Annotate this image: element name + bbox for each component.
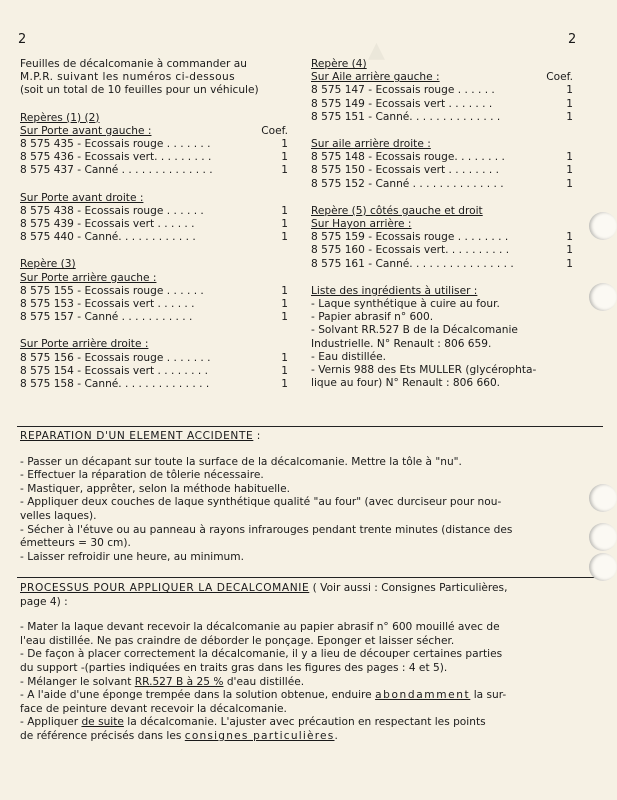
block-porte-arriere-gauche bbox=[20, 258, 288, 324]
reparation-line: - Passer un décapant sur toute la surface de la décalcomanie. Mettre la tôle à "nu". bbox=[20, 455, 462, 468]
part-line bbox=[20, 164, 288, 177]
part-line bbox=[311, 164, 573, 177]
part-text: 8 575 148 - Ecossais rouge. . . . . . . . bbox=[311, 151, 505, 164]
block-aile-arriere-gauche bbox=[311, 58, 573, 124]
part-text: 8 575 156 - Ecossais rouge . . . . . . . bbox=[20, 351, 211, 364]
processus-title: PROCESSUS POUR APPLIQUER LA DECALCOMANIE bbox=[20, 582, 310, 594]
left-column bbox=[20, 58, 288, 405]
part-line bbox=[20, 138, 288, 151]
block-hayon-arriere bbox=[311, 205, 573, 271]
title-suffix: : bbox=[253, 430, 261, 442]
block-heading: Sur Porte arrière gauche : bbox=[20, 271, 157, 284]
block-heading: Sur Porte avant droite : bbox=[20, 191, 144, 204]
underlined-run: RR.527 B à 25 % bbox=[134, 675, 224, 688]
text-run: de référence précisés dans les bbox=[20, 729, 185, 742]
coef-value: 1 bbox=[281, 164, 288, 177]
page-number-left: 2 bbox=[18, 32, 27, 47]
page-number-right: 2 bbox=[568, 32, 577, 47]
ingredient-item: - Solvant RR.527 B de la Décalcomanie bbox=[311, 324, 518, 337]
part-text: 8 575 440 - Canné. . . . . . . . . . . . bbox=[20, 231, 196, 244]
processus-line bbox=[20, 730, 600, 744]
coef-value: 1 bbox=[566, 177, 573, 190]
part-line bbox=[311, 244, 573, 257]
ingredient-item: - Papier abrasif n° 600. bbox=[311, 311, 434, 324]
part-line bbox=[20, 352, 288, 365]
part-text: 8 575 154 - Ecossais vert . . . . . . . . bbox=[20, 364, 209, 377]
part-text: 8 575 157 - Canné . . . . . . . . . . . bbox=[20, 311, 193, 324]
text-run: la sur- bbox=[470, 689, 507, 702]
coef-value: 1 bbox=[566, 97, 573, 110]
part-text: 8 575 437 - Canné . . . . . . . . . . . . . . bbox=[20, 164, 213, 177]
coef-value: 1 bbox=[566, 231, 573, 244]
coef-value: 1 bbox=[281, 204, 288, 217]
punch-hole bbox=[589, 484, 617, 512]
part-line bbox=[20, 218, 288, 231]
coef-header: Coef. bbox=[546, 71, 573, 84]
ingredients-list bbox=[311, 285, 573, 391]
watermark-bleed: ▲ bbox=[368, 38, 385, 63]
coef-value: 1 bbox=[281, 298, 288, 311]
block-porte-arriere-droite bbox=[20, 338, 288, 391]
text-run: . bbox=[334, 729, 338, 742]
intro-line: M.P.R. suivant les numéros ci-dessous bbox=[20, 71, 235, 84]
text-run: d'eau distillée. bbox=[223, 675, 305, 688]
coef-value: 1 bbox=[281, 284, 288, 297]
section-divider bbox=[17, 577, 603, 578]
processus-line: - De façon à placer correctement la décalcomanie, il y a lieu de découper certaines parties bbox=[20, 648, 503, 661]
underlined-run: de suite bbox=[81, 716, 124, 729]
text-run: - A l'aide d'une éponge trempée dans la solution obtenue, enduire bbox=[20, 689, 376, 702]
ingredient-item: Industrielle. N° Renault : 806 659. bbox=[311, 337, 492, 350]
repere-heading: Repère (5) côtés gauche et droit bbox=[311, 204, 483, 217]
part-line bbox=[311, 151, 573, 164]
part-text: 8 575 147 - Ecossais rouge . . . . . . bbox=[311, 84, 495, 97]
coef-value: 1 bbox=[281, 231, 288, 244]
part-line bbox=[20, 285, 288, 298]
part-line bbox=[20, 365, 288, 378]
block-porte-avant-droite bbox=[20, 192, 288, 245]
intro-line: Feuilles de décalcomanie à commander au bbox=[20, 58, 247, 70]
part-text: 8 575 150 - Ecossais vert . . . . . . . . bbox=[311, 164, 500, 177]
part-line bbox=[20, 205, 288, 218]
intro-paragraph bbox=[20, 58, 288, 98]
ingredient-item: lique au four) N° Renault : 806 660. bbox=[311, 377, 501, 390]
part-line bbox=[311, 111, 573, 124]
part-text: 8 575 151 - Canné. . . . . . . . . . . . . . bbox=[311, 110, 501, 123]
coef-value: 1 bbox=[281, 218, 288, 231]
coef-value: 1 bbox=[566, 151, 573, 164]
ingredients-heading: Liste des ingrédients à utiliser : bbox=[311, 284, 478, 297]
reparation-line: velles laques). bbox=[20, 509, 97, 522]
coef-value: 1 bbox=[566, 110, 573, 123]
part-line bbox=[311, 84, 573, 97]
text-run: la décalcomanie. L'ajuster avec précaution en respectant les points bbox=[123, 716, 486, 729]
repere-heading: Repère (3) bbox=[20, 258, 76, 271]
ingredient-item: - Laque synthétique à cuire au four. bbox=[311, 298, 500, 311]
processus-line: du support -(parties indiquées en traits gras dans les figures des pages : 4 et 5). bbox=[20, 661, 448, 674]
processus-line bbox=[20, 689, 600, 703]
block-heading: Sur aile arrière droite : bbox=[311, 138, 431, 151]
coef-value: 1 bbox=[281, 138, 288, 151]
coef-value: 1 bbox=[566, 244, 573, 257]
coef-value: 1 bbox=[281, 311, 288, 324]
coef-value: 1 bbox=[281, 364, 288, 377]
part-text: 8 575 436 - Ecossais vert. . . . . . . . . bbox=[20, 151, 212, 164]
part-text: 8 575 438 - Ecossais rouge . . . . . . bbox=[20, 204, 204, 217]
block-heading: Sur Porte avant gauche : bbox=[20, 124, 152, 137]
block-aile-arriere-droite bbox=[311, 138, 573, 191]
intro-line: (soit un total de 10 feuilles pour un véhicule) bbox=[20, 84, 259, 97]
coef-value: 1 bbox=[566, 164, 573, 177]
title-suffix: ( Voir aussi : Consignes Particulières, bbox=[309, 582, 508, 594]
processus-section bbox=[20, 582, 600, 744]
reparation-line: - Mastiquer, apprêter, selon la méthode habituelle. bbox=[20, 482, 291, 495]
reparation-title: REPARATION D'UN ELEMENT ACCIDENTE bbox=[20, 430, 254, 442]
ingredient-item: - Vernis 988 des Ets MULLER (glycérophta- bbox=[311, 364, 537, 377]
part-text: 8 575 435 - Ecossais rouge . . . . . . . bbox=[20, 138, 211, 151]
part-text: 8 575 155 - Ecossais rouge . . . . . . bbox=[20, 284, 204, 297]
reparation-line: - Sécher à l'étuve ou au panneau à rayons infrarouges pendant trente minutes (distance des bbox=[20, 523, 513, 536]
reparation-line: - Effectuer la réparation de tôlerie nécessaire. bbox=[20, 469, 264, 482]
coef-header: Coef. bbox=[261, 124, 288, 137]
block-porte-avant-gauche bbox=[20, 112, 288, 178]
processus-line: l'eau distillée. Ne pas craindre de déborder le ponçage. Eponger et laisser sécher. bbox=[20, 634, 455, 647]
part-line bbox=[20, 231, 288, 244]
part-text: 8 575 152 - Canné . . . . . . . . . . . . . . bbox=[311, 177, 504, 190]
part-line bbox=[311, 258, 573, 271]
processus-line: - Mater la laque devant recevoir la décalcomanie au papier abrasif n° 600 mouillé avec de bbox=[20, 621, 500, 634]
reparation-line: - Laisser refroidir une heure, au minimum. bbox=[20, 550, 244, 563]
punch-hole bbox=[589, 283, 617, 311]
reperes-heading: Repères (1) (2) bbox=[20, 111, 100, 124]
underlined-run: consignes particulières bbox=[184, 729, 335, 742]
reparation-line: émetteurs = 30 cm). bbox=[20, 537, 131, 550]
coef-value: 1 bbox=[281, 151, 288, 164]
ingredient-item: - Eau distillée. bbox=[311, 350, 387, 363]
punch-hole bbox=[589, 212, 617, 240]
coef-value: 1 bbox=[566, 257, 573, 270]
reparation-title-row bbox=[20, 430, 600, 444]
block-heading: Sur Aile arrière gauche : bbox=[311, 71, 440, 84]
coef-value: 1 bbox=[566, 84, 573, 97]
processus-line: face de peinture devant recevoir la décalcomanie. bbox=[20, 702, 287, 715]
punch-hole bbox=[589, 553, 617, 581]
part-text: 8 575 149 - Ecossais vert . . . . . . . bbox=[311, 97, 493, 110]
part-line bbox=[20, 378, 288, 391]
part-text: 8 575 160 - Ecossais vert. . . . . . . . . . bbox=[311, 244, 510, 257]
processus-line bbox=[20, 676, 600, 690]
repere-heading: Repère (4) bbox=[311, 58, 367, 70]
part-line bbox=[311, 231, 573, 244]
section-divider bbox=[17, 426, 603, 427]
text-run: - Mélanger le solvant bbox=[20, 675, 135, 688]
part-line bbox=[311, 98, 573, 111]
part-text: 8 575 153 - Ecossais vert . . . . . . bbox=[20, 298, 195, 311]
reparation-line: - Appliquer deux couches de laque synthétique qualité "au four" (avec durciseur pour nou- bbox=[20, 496, 502, 509]
right-column bbox=[311, 58, 573, 404]
text-run: - Appliquer bbox=[20, 716, 82, 729]
punch-hole bbox=[589, 523, 617, 551]
part-text: 8 575 159 - Ecossais rouge . . . . . . . . bbox=[311, 231, 509, 244]
reparation-section bbox=[20, 430, 600, 564]
part-text: 8 575 161 - Canné. . . . . . . . . . . . . . . . bbox=[311, 257, 514, 270]
part-line bbox=[311, 178, 573, 191]
block-heading: Sur Hayon arrière : bbox=[311, 218, 412, 231]
part-line bbox=[20, 151, 288, 164]
part-line bbox=[20, 311, 288, 324]
part-line bbox=[20, 298, 288, 311]
block-heading: Sur Porte arrière droite : bbox=[20, 338, 149, 351]
processus-line bbox=[20, 716, 600, 730]
underlined-run: abondamment bbox=[375, 689, 471, 702]
processus-title-line2: page 4) : bbox=[20, 595, 68, 608]
processus-title-row bbox=[20, 582, 600, 596]
coef-value: 1 bbox=[281, 378, 288, 391]
part-text: 8 575 439 - Ecossais vert . . . . . . bbox=[20, 218, 195, 231]
part-text: 8 575 158 - Canné. . . . . . . . . . . . . . bbox=[20, 378, 210, 391]
coef-value: 1 bbox=[281, 351, 288, 364]
